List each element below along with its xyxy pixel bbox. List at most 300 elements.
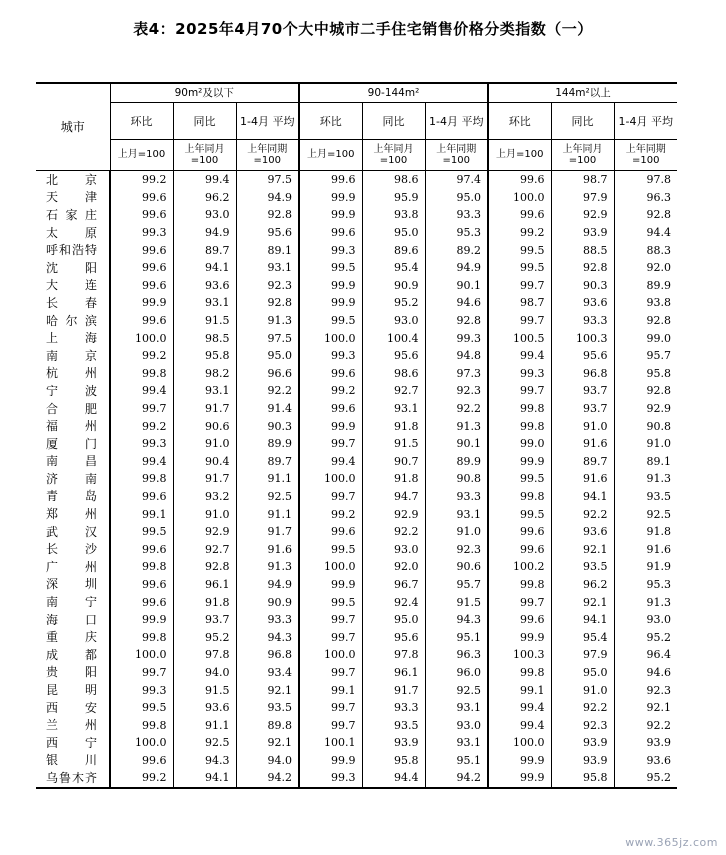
index-value: 94.9 bbox=[173, 224, 236, 242]
index-value: 96.6 bbox=[236, 365, 299, 383]
table-row bbox=[36, 277, 677, 295]
index-value: 93.5 bbox=[614, 488, 677, 506]
index-value: 91.0 bbox=[173, 505, 236, 523]
index-value: 100.5 bbox=[488, 329, 551, 347]
index-value: 99.6 bbox=[299, 171, 362, 189]
index-value: 93.9 bbox=[362, 734, 425, 752]
base-header-row bbox=[36, 140, 677, 171]
index-value: 91.9 bbox=[614, 558, 677, 576]
avg-header: 1-4月 平均 bbox=[236, 103, 299, 140]
index-value: 94.4 bbox=[362, 769, 425, 788]
index-value: 97.8 bbox=[173, 646, 236, 664]
index-value: 99.5 bbox=[488, 470, 551, 488]
index-value: 92.2 bbox=[236, 382, 299, 400]
index-value: 99.6 bbox=[110, 312, 173, 330]
index-value: 96.0 bbox=[425, 664, 488, 682]
index-value: 94.0 bbox=[173, 664, 236, 682]
index-value: 94.9 bbox=[236, 576, 299, 594]
index-value: 99.6 bbox=[110, 189, 173, 207]
index-value: 97.9 bbox=[551, 646, 614, 664]
group-header-small: 90m²及以下 bbox=[110, 83, 299, 103]
index-value: 92.7 bbox=[362, 382, 425, 400]
index-value: 99.7 bbox=[299, 716, 362, 734]
index-value: 99.7 bbox=[299, 435, 362, 453]
index-value: 93.1 bbox=[173, 294, 236, 312]
index-value: 95.6 bbox=[551, 347, 614, 365]
city-name: 南昌 bbox=[46, 454, 97, 469]
index-value: 91.8 bbox=[362, 470, 425, 488]
city-name: 太原 bbox=[46, 225, 97, 240]
city-name: 武汉 bbox=[46, 524, 97, 539]
index-value: 92.8 bbox=[173, 558, 236, 576]
index-value: 99.9 bbox=[299, 189, 362, 207]
index-value: 92.1 bbox=[236, 734, 299, 752]
index-value: 99.9 bbox=[299, 277, 362, 295]
city-name: 沈阳 bbox=[46, 260, 97, 275]
index-value: 93.1 bbox=[236, 259, 299, 277]
index-value: 93.3 bbox=[362, 699, 425, 717]
index-value: 99.9 bbox=[299, 576, 362, 594]
index-value: 99.6 bbox=[110, 241, 173, 259]
index-value: 99.2 bbox=[299, 382, 362, 400]
index-value: 99.6 bbox=[110, 488, 173, 506]
index-value: 93.3 bbox=[425, 206, 488, 224]
index-value: 99.7 bbox=[488, 312, 551, 330]
index-value: 93.0 bbox=[362, 540, 425, 558]
table-row bbox=[36, 417, 677, 435]
index-value: 95.6 bbox=[362, 628, 425, 646]
index-value: 89.2 bbox=[425, 241, 488, 259]
index-value: 95.8 bbox=[362, 752, 425, 770]
index-value: 90.1 bbox=[425, 435, 488, 453]
index-value: 99.9 bbox=[488, 752, 551, 770]
index-value: 92.3 bbox=[425, 382, 488, 400]
index-value: 90.1 bbox=[425, 277, 488, 295]
index-value: 95.3 bbox=[614, 576, 677, 594]
index-value: 99.7 bbox=[299, 664, 362, 682]
city-name: 郑州 bbox=[46, 507, 97, 522]
index-value: 91.7 bbox=[173, 470, 236, 488]
index-value: 99.5 bbox=[110, 699, 173, 717]
index-value: 99.9 bbox=[110, 294, 173, 312]
index-value: 89.8 bbox=[236, 716, 299, 734]
index-value: 99.2 bbox=[488, 224, 551, 242]
index-value: 95.4 bbox=[362, 259, 425, 277]
index-value: 99.8 bbox=[110, 628, 173, 646]
index-value: 92.3 bbox=[425, 540, 488, 558]
index-value: 92.3 bbox=[551, 716, 614, 734]
index-value: 98.6 bbox=[362, 171, 425, 189]
index-value: 92.2 bbox=[551, 505, 614, 523]
index-value: 99.3 bbox=[299, 769, 362, 788]
table-row bbox=[36, 488, 677, 506]
index-value: 99.7 bbox=[110, 664, 173, 682]
table-body bbox=[36, 171, 677, 788]
index-value: 91.3 bbox=[236, 558, 299, 576]
index-value: 99.5 bbox=[299, 312, 362, 330]
index-value: 94.8 bbox=[425, 347, 488, 365]
index-value: 99.3 bbox=[110, 224, 173, 242]
index-value: 92.8 bbox=[614, 382, 677, 400]
index-value: 92.2 bbox=[425, 400, 488, 418]
index-value: 92.2 bbox=[362, 523, 425, 541]
index-value: 99.0 bbox=[488, 435, 551, 453]
index-value: 93.5 bbox=[551, 558, 614, 576]
city-name: 呼和浩特 bbox=[46, 243, 97, 258]
table-title: 表4：2025年4月70个大中城市二手住宅销售价格分类指数（一） bbox=[133, 20, 593, 38]
table-row bbox=[36, 189, 677, 207]
index-value: 91.3 bbox=[614, 593, 677, 611]
index-value: 99.4 bbox=[110, 453, 173, 471]
index-value: 99.3 bbox=[299, 347, 362, 365]
index-value: 94.2 bbox=[236, 769, 299, 788]
index-value: 100.0 bbox=[110, 329, 173, 347]
index-value: 92.1 bbox=[551, 593, 614, 611]
city-name: 乌鲁木齐 bbox=[36, 769, 110, 788]
index-value: 93.3 bbox=[425, 488, 488, 506]
index-value: 97.3 bbox=[425, 365, 488, 383]
yoy-header: 同比 bbox=[173, 103, 236, 140]
index-value: 95.0 bbox=[425, 189, 488, 207]
index-value: 99.6 bbox=[299, 365, 362, 383]
index-value: 100.3 bbox=[488, 646, 551, 664]
table-row bbox=[36, 734, 677, 752]
index-value: 91.3 bbox=[614, 470, 677, 488]
index-value: 99.4 bbox=[488, 699, 551, 717]
city-name: 南宁 bbox=[46, 595, 97, 610]
index-value: 91.1 bbox=[236, 470, 299, 488]
index-value: 94.6 bbox=[614, 664, 677, 682]
index-value: 95.0 bbox=[362, 611, 425, 629]
index-value: 99.6 bbox=[299, 523, 362, 541]
index-value: 93.1 bbox=[425, 505, 488, 523]
index-value: 91.5 bbox=[173, 312, 236, 330]
index-value: 99.8 bbox=[110, 470, 173, 488]
index-value: 95.2 bbox=[173, 628, 236, 646]
index-value: 100.0 bbox=[299, 558, 362, 576]
index-value: 93.5 bbox=[236, 699, 299, 717]
index-value: 94.6 bbox=[425, 294, 488, 312]
table-row bbox=[36, 400, 677, 418]
index-value: 99.9 bbox=[488, 453, 551, 471]
city-name: 重庆 bbox=[46, 630, 97, 645]
index-value: 99.6 bbox=[110, 206, 173, 224]
index-value: 93.1 bbox=[425, 699, 488, 717]
index-value: 96.2 bbox=[173, 189, 236, 207]
index-value: 89.7 bbox=[551, 453, 614, 471]
index-value: 93.3 bbox=[236, 611, 299, 629]
index-value: 92.8 bbox=[551, 259, 614, 277]
index-value: 91.3 bbox=[425, 417, 488, 435]
index-value: 92.5 bbox=[425, 681, 488, 699]
index-value: 92.7 bbox=[173, 540, 236, 558]
index-value: 92.3 bbox=[236, 277, 299, 295]
index-value: 95.1 bbox=[425, 628, 488, 646]
index-value: 93.6 bbox=[173, 699, 236, 717]
index-value: 96.3 bbox=[614, 189, 677, 207]
index-value: 99.9 bbox=[299, 417, 362, 435]
index-value: 95.2 bbox=[614, 769, 677, 788]
index-value: 92.1 bbox=[614, 699, 677, 717]
index-value: 89.9 bbox=[236, 435, 299, 453]
index-value: 92.1 bbox=[236, 681, 299, 699]
city-name: 上海 bbox=[46, 331, 97, 346]
city-name: 北京 bbox=[46, 172, 97, 187]
index-value: 93.3 bbox=[551, 312, 614, 330]
index-value: 99.8 bbox=[488, 664, 551, 682]
index-value: 99.6 bbox=[299, 400, 362, 418]
index-value: 94.4 bbox=[614, 224, 677, 242]
city-name: 大连 bbox=[46, 278, 97, 293]
index-value: 95.8 bbox=[551, 769, 614, 788]
index-value: 88.3 bbox=[614, 241, 677, 259]
index-value: 97.9 bbox=[551, 189, 614, 207]
index-value: 92.1 bbox=[551, 540, 614, 558]
index-value: 96.7 bbox=[362, 576, 425, 594]
table-row bbox=[36, 628, 677, 646]
city-name: 贵阳 bbox=[46, 665, 97, 680]
index-value: 93.9 bbox=[551, 734, 614, 752]
index-value: 94.7 bbox=[362, 488, 425, 506]
watermark: www.365jz.com bbox=[625, 836, 718, 849]
index-value: 99.6 bbox=[110, 752, 173, 770]
table-row bbox=[36, 453, 677, 471]
index-value: 89.1 bbox=[614, 453, 677, 471]
index-value: 100.0 bbox=[488, 189, 551, 207]
index-value: 94.3 bbox=[236, 628, 299, 646]
table-row bbox=[36, 470, 677, 488]
city-name: 海口 bbox=[46, 612, 97, 627]
index-value: 97.5 bbox=[236, 171, 299, 189]
index-value: 99.8 bbox=[110, 558, 173, 576]
index-value: 91.8 bbox=[173, 593, 236, 611]
base-period-header: 上月=100 bbox=[110, 140, 173, 171]
city-name: 银川 bbox=[46, 753, 97, 768]
index-value: 99.8 bbox=[110, 365, 173, 383]
index-value: 99.6 bbox=[110, 576, 173, 594]
index-value: 92.2 bbox=[614, 716, 677, 734]
table-row bbox=[36, 365, 677, 383]
index-value: 99.1 bbox=[110, 505, 173, 523]
table-row bbox=[36, 681, 677, 699]
index-value: 93.8 bbox=[362, 206, 425, 224]
city-name: 长沙 bbox=[46, 542, 97, 557]
table-row bbox=[36, 716, 677, 734]
index-value: 99.6 bbox=[488, 540, 551, 558]
index-value: 91.7 bbox=[173, 400, 236, 418]
index-value: 91.4 bbox=[236, 400, 299, 418]
index-value: 91.7 bbox=[236, 523, 299, 541]
index-value: 93.1 bbox=[173, 382, 236, 400]
index-value: 100.3 bbox=[551, 329, 614, 347]
index-value: 90.8 bbox=[614, 417, 677, 435]
index-value: 92.2 bbox=[551, 699, 614, 717]
index-value: 99.7 bbox=[488, 277, 551, 295]
index-value: 91.0 bbox=[614, 435, 677, 453]
index-value: 96.4 bbox=[614, 646, 677, 664]
index-value: 91.0 bbox=[551, 417, 614, 435]
index-value: 99.6 bbox=[110, 540, 173, 558]
price-index-table bbox=[36, 82, 677, 789]
index-value: 89.7 bbox=[236, 453, 299, 471]
city-name: 福州 bbox=[46, 419, 97, 434]
index-value: 93.8 bbox=[614, 294, 677, 312]
index-value: 99.7 bbox=[299, 628, 362, 646]
index-value: 99.4 bbox=[173, 171, 236, 189]
base-period-header: 上年同月 =100 bbox=[173, 140, 236, 171]
index-value: 88.5 bbox=[551, 241, 614, 259]
index-value: 99.2 bbox=[299, 505, 362, 523]
table-row bbox=[36, 329, 677, 347]
index-value: 99.8 bbox=[110, 716, 173, 734]
index-value: 95.6 bbox=[236, 224, 299, 242]
index-value: 93.7 bbox=[173, 611, 236, 629]
index-value: 96.8 bbox=[236, 646, 299, 664]
index-value: 99.6 bbox=[110, 593, 173, 611]
city-name: 济南 bbox=[46, 471, 97, 486]
city-name: 合肥 bbox=[46, 401, 97, 416]
table-row bbox=[36, 312, 677, 330]
index-value: 93.7 bbox=[551, 400, 614, 418]
index-value: 99.3 bbox=[488, 365, 551, 383]
index-value: 99.5 bbox=[110, 523, 173, 541]
index-value: 95.3 bbox=[425, 224, 488, 242]
index-value: 93.5 bbox=[362, 716, 425, 734]
index-value: 99.6 bbox=[488, 523, 551, 541]
index-value: 90.4 bbox=[173, 453, 236, 471]
city-name: 深圳 bbox=[46, 577, 97, 592]
index-value: 99.3 bbox=[299, 241, 362, 259]
index-value: 93.2 bbox=[173, 488, 236, 506]
city-name: 青岛 bbox=[46, 489, 97, 504]
index-value: 95.6 bbox=[362, 347, 425, 365]
index-value: 96.2 bbox=[551, 576, 614, 594]
index-value: 96.8 bbox=[551, 365, 614, 383]
table-row bbox=[36, 224, 677, 242]
index-value: 92.8 bbox=[614, 206, 677, 224]
index-value: 99.4 bbox=[488, 347, 551, 365]
index-value: 94.9 bbox=[236, 189, 299, 207]
index-value: 91.1 bbox=[236, 505, 299, 523]
index-value: 93.6 bbox=[551, 294, 614, 312]
index-value: 91.8 bbox=[362, 417, 425, 435]
index-value: 92.8 bbox=[614, 312, 677, 330]
index-value: 93.0 bbox=[362, 312, 425, 330]
index-value: 89.9 bbox=[425, 453, 488, 471]
city-name: 成都 bbox=[46, 647, 97, 662]
table-row bbox=[36, 576, 677, 594]
index-value: 90.7 bbox=[362, 453, 425, 471]
city-name: 西安 bbox=[46, 700, 97, 715]
index-value: 99.5 bbox=[299, 540, 362, 558]
index-value: 99.1 bbox=[488, 681, 551, 699]
index-value: 93.6 bbox=[173, 277, 236, 295]
index-value: 93.6 bbox=[614, 752, 677, 770]
yoy-header: 同比 bbox=[362, 103, 425, 140]
index-value: 100.0 bbox=[299, 646, 362, 664]
index-value: 89.9 bbox=[614, 277, 677, 295]
index-value: 93.1 bbox=[362, 400, 425, 418]
index-value: 99.5 bbox=[299, 259, 362, 277]
index-value: 97.5 bbox=[236, 329, 299, 347]
base-period-header: 上月=100 bbox=[488, 140, 551, 171]
table-row bbox=[36, 611, 677, 629]
index-value: 100.0 bbox=[299, 470, 362, 488]
index-value: 99.6 bbox=[488, 611, 551, 629]
index-value: 93.9 bbox=[614, 734, 677, 752]
city-name: 西宁 bbox=[46, 735, 97, 750]
sub-header-row bbox=[36, 103, 677, 140]
table-row bbox=[36, 505, 677, 523]
index-value: 99.8 bbox=[488, 488, 551, 506]
index-value: 94.9 bbox=[425, 259, 488, 277]
base-period-header: 上年同期 =100 bbox=[614, 140, 677, 171]
index-value: 91.5 bbox=[173, 681, 236, 699]
index-value: 99.8 bbox=[488, 576, 551, 594]
index-value: 99.5 bbox=[299, 593, 362, 611]
index-value: 99.3 bbox=[110, 681, 173, 699]
table-row bbox=[36, 540, 677, 558]
index-value: 90.6 bbox=[173, 417, 236, 435]
city-name: 哈尔滨 bbox=[46, 313, 97, 328]
index-value: 96.1 bbox=[362, 664, 425, 682]
table-row bbox=[36, 769, 677, 788]
index-value: 90.9 bbox=[362, 277, 425, 295]
index-value: 99.2 bbox=[110, 417, 173, 435]
index-value: 89.7 bbox=[173, 241, 236, 259]
base-period-header: 上年同期 =100 bbox=[236, 140, 299, 171]
avg-header: 1-4月 平均 bbox=[614, 103, 677, 140]
mom-header: 环比 bbox=[110, 103, 173, 140]
index-value: 91.1 bbox=[173, 716, 236, 734]
index-value: 99.2 bbox=[110, 171, 173, 189]
index-value: 92.3 bbox=[614, 681, 677, 699]
yoy-header: 同比 bbox=[551, 103, 614, 140]
index-value: 99.3 bbox=[110, 435, 173, 453]
index-value: 95.7 bbox=[425, 576, 488, 594]
index-value: 91.7 bbox=[362, 681, 425, 699]
index-value: 89.1 bbox=[236, 241, 299, 259]
index-value: 98.7 bbox=[551, 171, 614, 189]
table-row bbox=[36, 241, 677, 259]
city-name: 广州 bbox=[46, 559, 97, 574]
base-period-header: 上年同月 =100 bbox=[551, 140, 614, 171]
table-row bbox=[36, 382, 677, 400]
index-value: 99.6 bbox=[488, 206, 551, 224]
table-row bbox=[36, 171, 677, 189]
index-value: 99.7 bbox=[299, 699, 362, 717]
index-value: 94.3 bbox=[425, 611, 488, 629]
index-value: 91.6 bbox=[551, 470, 614, 488]
index-value: 91.6 bbox=[236, 540, 299, 558]
index-value: 99.9 bbox=[299, 294, 362, 312]
index-value: 95.8 bbox=[173, 347, 236, 365]
index-value: 99.5 bbox=[488, 241, 551, 259]
index-value: 95.2 bbox=[362, 294, 425, 312]
index-value: 97.8 bbox=[362, 646, 425, 664]
index-value: 94.1 bbox=[551, 488, 614, 506]
city-name: 兰州 bbox=[46, 718, 97, 733]
city-name: 昆明 bbox=[46, 683, 97, 698]
index-value: 90.3 bbox=[551, 277, 614, 295]
index-value: 91.5 bbox=[425, 593, 488, 611]
index-value: 92.5 bbox=[614, 505, 677, 523]
city-name: 杭州 bbox=[46, 366, 97, 381]
index-value: 100.0 bbox=[299, 329, 362, 347]
index-value: 97.8 bbox=[614, 171, 677, 189]
table-header bbox=[36, 83, 677, 171]
index-value: 94.1 bbox=[173, 769, 236, 788]
